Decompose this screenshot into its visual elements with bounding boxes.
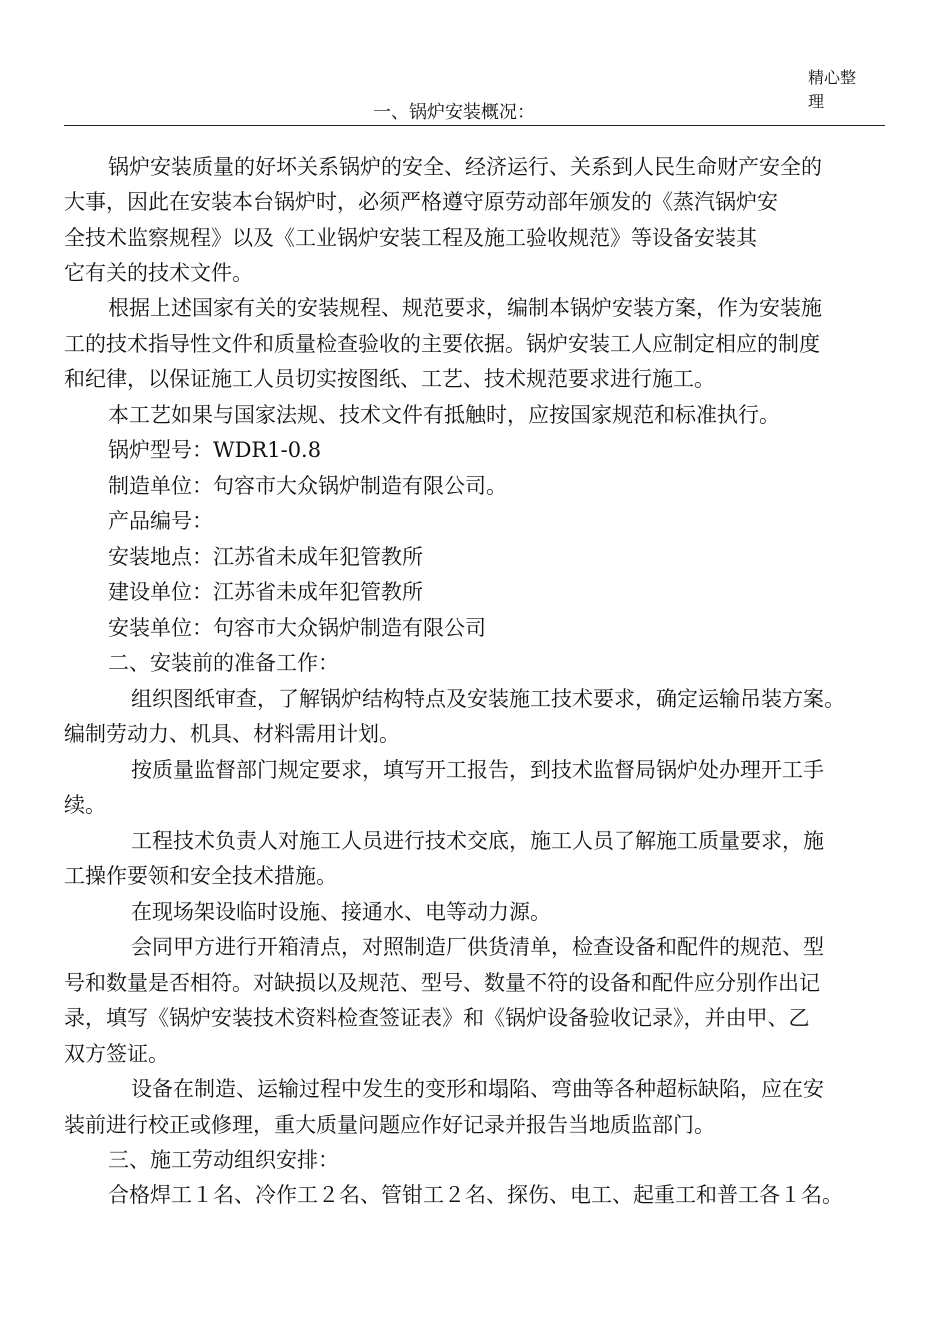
section1-title: 一、锅炉安装概况： xyxy=(373,102,535,123)
paragraph-line: 会同甲方进行开箱清点，对照制造厂供货清单，检查设备和配件的规范、型 xyxy=(131,935,824,959)
paragraph-line: 本工艺如果与国家法规、技术文件有抵触时，应按国家规范和标准执行。 xyxy=(108,403,780,427)
header-watermark-line1: 精心整 xyxy=(808,68,857,87)
info-manufacturer: 制造单位：句容市大众锅炉制造有限公司。 xyxy=(108,474,507,498)
paragraph-line: 锅炉安装质量的好坏关系锅炉的安全、经济运行、关系到人民生命财产安全的 xyxy=(108,155,822,179)
paragraph-line: 设备在制造、运输过程中发生的变形和塌陷、弯曲等各种超标缺陷，应在安 xyxy=(131,1077,824,1101)
paragraph-line: 在现场架设临时设施、接通水、电等动力源。 xyxy=(131,900,551,924)
paragraph-line: 工的技术指导性文件和质量检查验收的主要依据。锅炉安装工人应制定相应的制度 xyxy=(64,332,820,356)
paragraph-line: 全技术监察规程》以及《工业锅炉安装工程及施工验收规范》等设备安装其 xyxy=(64,226,757,250)
paragraph-line: 工操作要领和安全技术措施。 xyxy=(64,864,337,888)
info-product-serial: 产品编号： xyxy=(108,509,213,533)
paragraph-line: 双方签证。 xyxy=(64,1042,169,1066)
info-install-site: 安装地点：江苏省未成年犯管教所 xyxy=(108,545,423,569)
paragraph-line: 根据上述国家有关的安装规程、规范要求，编制本锅炉安装方案，作为安装施 xyxy=(108,296,822,320)
paragraph-line: 号和数量是否相符。对缺损以及规范、型号、数量不符的设备和配件应分别作出记 xyxy=(64,971,820,995)
paragraph-line: 编制劳动力、机具、材料需用计划。 xyxy=(64,722,400,746)
paragraph-line: 装前进行校正或修理，重大质量问题应作好记录并报告当地质监部门。 xyxy=(64,1113,715,1137)
paragraph-line: 和纪律，以保证施工人员切实按图纸、工艺、技术规范要求进行施工。 xyxy=(64,367,715,391)
info-boiler-model: 锅炉型号：WDR1-0.8 xyxy=(108,438,322,462)
header-watermark-line2: 理 xyxy=(808,92,825,111)
paragraph-line: 工程技术负责人对施工人员进行技术交底，施工人员了解施工质量要求，施 xyxy=(131,829,824,853)
paragraph-line: 续。 xyxy=(64,793,106,817)
paragraph-line: 录，填写《锅炉安装技术资料检查签证表》和《锅炉设备验收记录》，并由甲、乙 xyxy=(64,1006,810,1030)
header-watermark xyxy=(808,66,878,114)
section3-title: 三、施工劳动组织安排： xyxy=(108,1148,339,1172)
header-divider xyxy=(64,125,885,126)
paragraph-line: 大事，因此在安装本台锅炉时，必须严格遵守原劳动部年颁发的《蒸汽锅炉安 xyxy=(64,190,778,214)
info-construction-unit: 建设单位：江苏省未成年犯管教所 xyxy=(108,580,423,604)
section2-title: 二、安装前的准备工作： xyxy=(108,651,339,675)
paragraph-line: 按质量监督部门规定要求，填写开工报告，到技术监督局锅炉处办理开工手 xyxy=(131,758,824,782)
paragraph-line: 它有关的技术文件。 xyxy=(64,261,253,285)
info-install-unit: 安装单位：句容市大众锅炉制造有限公司 xyxy=(108,616,486,640)
paragraph-line: 合格焊工１名、冷作工２名、管钳工２名、探伤、电工、起重工和普工各１名。 xyxy=(108,1183,843,1207)
paragraph-line: 组织图纸审查，了解锅炉结构特点及安装施工技术要求，确定运输吊装方案。 xyxy=(131,687,845,711)
